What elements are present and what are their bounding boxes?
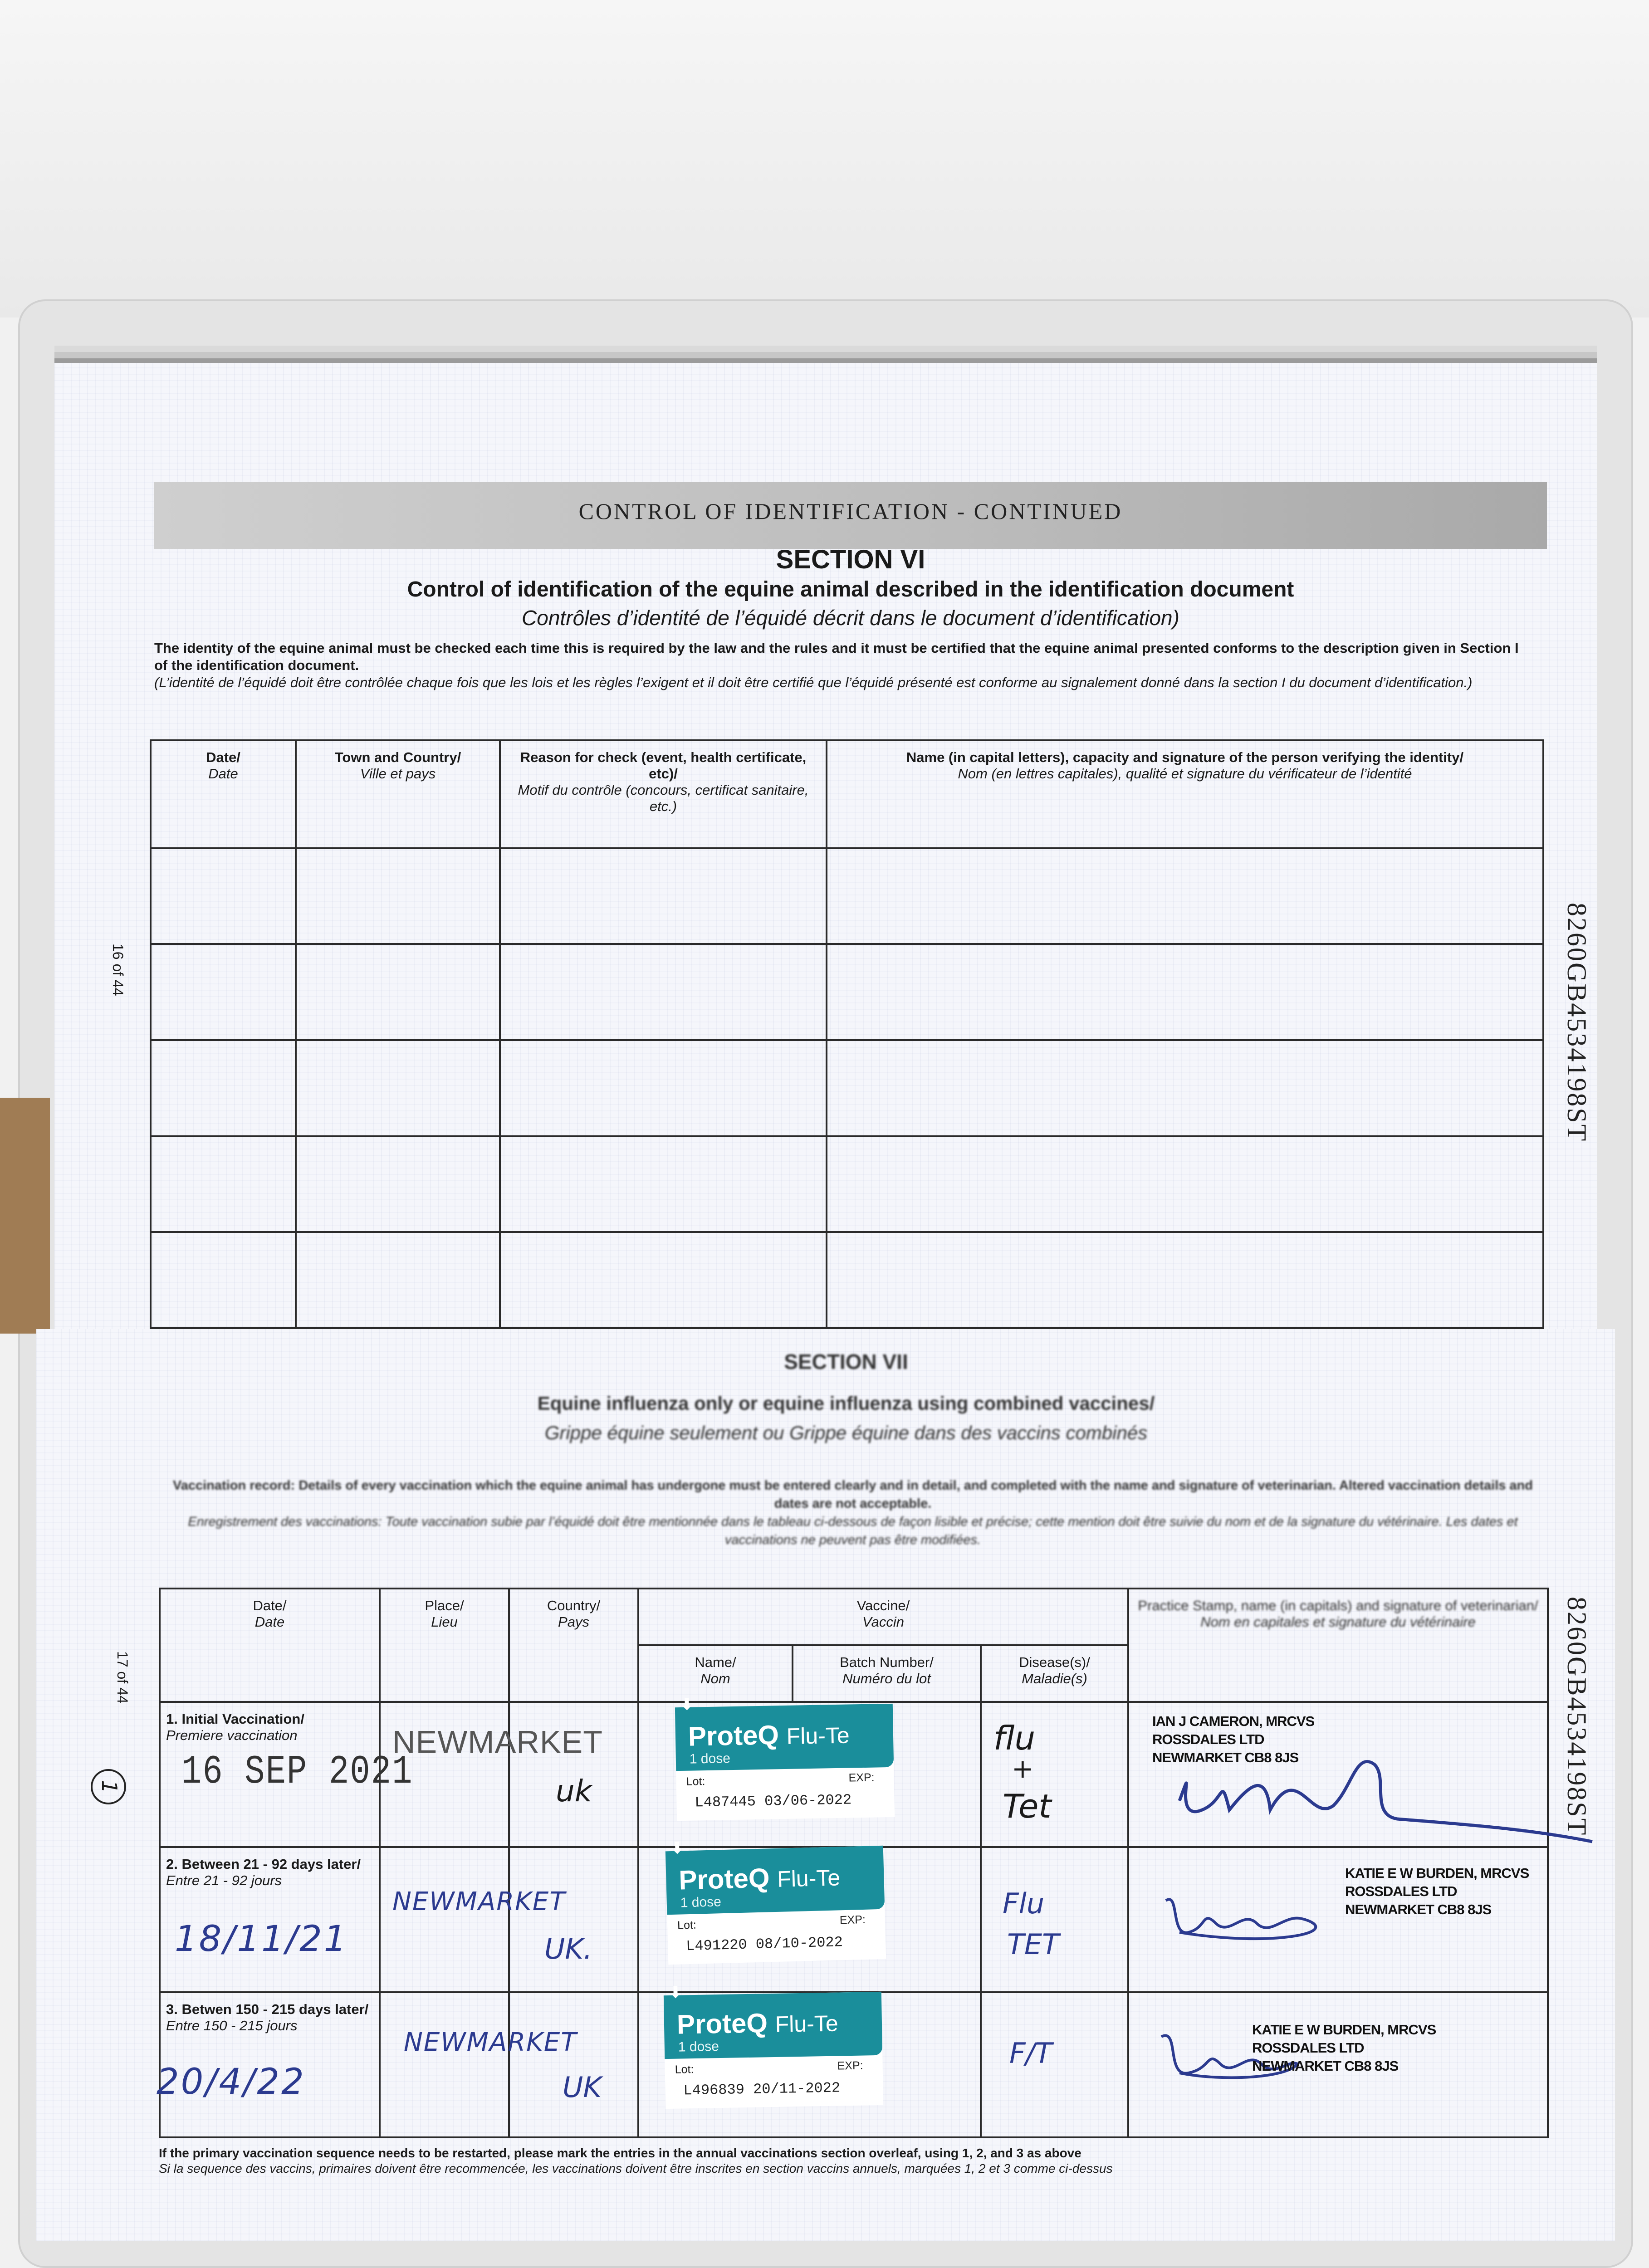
section-vi-title: SECTION VI [776,545,925,574]
section-vi-subtitle-fr: Contrôles d’identité de l’équidé décrit dans le document d’identification) [522,606,1179,630]
col-vaccine-name: Name/ Nom [638,1645,793,1702]
document-id: 8260GB4534198ST [1562,1597,1592,1837]
col-verifier: Name (in capital letters), capacity and signature of the person verifying the identity/ Nom (en lettres capitales), qualité et signature du vérificateur de l’identité [827,740,1543,848]
col-practice-stamp: Practice Stamp, name (in capitals) and signature of veterinarian/ Nom en capitales et signature du vétérinaire [1128,1589,1548,1702]
vet-signature-1 [1161,1733,1597,1869]
disease-2: Flu [1003,1887,1045,1920]
vaccine-label-1: ⬇ ProteQ Flu-Te 1 dose Lot: EXP: L487445 03/06-2022 [675,1704,895,1821]
footnote-fr: Si la sequence des vaccins, primaires doivent être recommencée, les vaccinations doivent être inscrites en section vaccins annuels, marquées 1, 2 et 3 comme ci-dessus [159,2161,1113,2175]
vaccination-date-1: 16 SEP 2021 [181,1749,413,1795]
vet-stamp-1: IAN J CAMERON, MRCVS ROSSDALES LTD NEWMARKET CB8 8JS [1152,1713,1315,1765]
footnote-en: If the primary vaccination sequence needs to be restarted, please mark the entries in the annual vaccinations section overleaf, using 1, 2, and 3 as above [159,2146,1081,2160]
page-mark: 1 [91,1769,126,1804]
table-header-row [160,1589,1548,1645]
vaccine-dose-2: 1 dose [680,1894,722,1911]
col-vaccine: Vaccine/ Vaccin [638,1589,1128,1645]
vaccine-product-3: Flu-Te [775,2010,839,2037]
col-date: Date/ Date [160,1589,380,1702]
vaccine-brand-3: ProteQ [676,2008,768,2040]
vaccination-place-2: NEWMARKET [392,1887,566,1916]
vaccine-dose-1: 1 dose [689,1751,731,1767]
vaccine-label-3: ⬇ ProteQ Flu-Te 1 dose Lot: EXP: L496839 20/11-2022 [664,1992,883,2109]
vaccination-place-3: NEWMARKET [404,2028,577,2057]
disease-2-tet: TET [1007,1928,1059,1961]
vaccination-row-3: 3. Betwen 150 - 215 days later/ Entre 150 - 215 jours [160,1992,1548,2137]
vaccination-country-2: UK. [544,1932,592,1965]
section-vii-subtitle-fr: Grippe équine seulement ou Grippe équine dans des vaccins combinés [544,1422,1148,1443]
col-disease: Disease(s)/ Maladie(s) [981,1645,1128,1702]
vaccination-country-3: UK [563,2071,602,2104]
section-vi-intro-fr: (L’identité de l’équidé doit être contrôlée chaque fois que les lois et les règles l’exigent et il doit être certifié que l’équidé présenté est conforme au signalement donné dans la section I du document d’identification.) [154,675,1473,690]
disease-1-plus: + [1012,1753,1034,1784]
section-vii-intro [163,1476,1542,1549]
section-banner-text: CONTROL OF IDENTIFICATION - CONTINUED [578,499,1123,524]
vaccination-country-1: uk [556,1774,592,1809]
vet-stamp-3: KATIE E W BURDEN, MRCVS ROSSDALES LTD NEWMARKET CB8 8JS [1252,2022,1436,2074]
vet-stamp-2: KATIE E W BURDEN, MRCVS ROSSDALES LTD NEWMARKET CB8 8JS [1345,1865,1529,1917]
col-place: Place/ Lieu [380,1589,509,1702]
vaccination-date-2: 18/11/21 [175,1919,348,1960]
vaccination-row-2: 2. Between 21 - 92 days later/ Entre 21 - 92 jours [160,1847,1548,1992]
arrow-down-icon: ⬇ [680,1696,694,1713]
section-vii-title: SECTION VII [784,1350,908,1374]
table-row [151,848,1543,944]
scanner-background [0,0,1649,318]
vaccination-footnote [159,2146,1565,2176]
identification-check-table [150,739,1544,1329]
col-town-country: Town and Country/ Ville et pays [296,740,500,848]
batch-number-2: L491220 08/10-2022 [685,1934,843,1955]
arrow-down-icon: ⬇ [669,1984,682,2001]
disease-1-tet: Tet [1003,1787,1052,1825]
table-row [151,944,1543,1040]
col-date: Date/ Date [151,740,296,848]
passport-spine [0,1098,50,1334]
vaccine-brand-2: ProteQ [678,1862,770,1896]
section-vii-intro-en: Vaccination record: Details of every vaccination which the equine animal has undergone must be entered clearly and in detail, and completed with the name and signature of veterinarian. Altered vaccination details and dates are not acceptable. [173,1478,1533,1511]
document-id: 8260GB4534198ST [1562,903,1592,1143]
vaccination-row-1: 1. Initial Vaccination/ Premiere vaccination [160,1702,1548,1847]
batch-number-3: L496839 20/11-2022 [683,2079,841,2099]
table-row [151,1136,1543,1232]
vaccination-place-1: NEWMARKET [392,1724,603,1760]
table-header-row [151,740,1543,848]
section-vi-intro-en: The identity of the equine animal must be checked each time this is required by the law and the rules and it must be certified that the equine animal presented conforms to the description given in Section I of the identification document. [154,640,1519,673]
col-country: Country/ Pays [509,1589,638,1702]
vaccine-brand-1: ProteQ [688,1720,779,1752]
vaccine-product-2: Flu-Te [777,1865,841,1892]
disease-3: F/T [1009,2037,1052,2070]
batch-number-1: L487445 03/06-2022 [695,1791,852,1811]
disease-1: flu [993,1719,1036,1757]
section-vii-intro-fr: Enregistrement des vaccinations: Toute vaccination subie par l’équidé doit être mentionnée dans le tableau ci-dessous de façon lisible et précise; cette mention doit être suivie du nom et de la signature du vétérinaire. Les dates et vaccinations ne peuvent pas être modifiées. [188,1515,1518,1547]
page-number: 16 of 44 [110,943,126,996]
vet-signature-2 [1152,1882,1361,1950]
vaccine-label-2: ⬇ ProteQ Flu-Te 1 dose Lot: EXP: L491220 08/10-2022 [665,1846,886,1965]
section-vii-subtitle-en: Equine influenza only or equine influenza using combined vaccines/ [537,1393,1155,1414]
table-row [151,1040,1543,1136]
section-vi-subtitle-en: Control of identification of the equine animal described in the identification document [407,577,1294,601]
section-vi-intro [154,640,1524,691]
col-reason: Reason for check (event, health certificate, etc)/ Motif du contrôle (concours, certificat sanitaire, etc.) [500,740,827,848]
page-number: 17 of 44 [114,1651,131,1704]
vaccination-date-3: 20/4/22 [157,2062,306,2102]
vaccine-dose-3: 1 dose [678,2039,719,2055]
table-row [151,1232,1543,1328]
col-batch-number: Batch Number/ Numéro du lot [793,1645,981,1702]
vaccine-product-1: Flu-Te [786,1722,850,1749]
arrow-down-icon: ⬇ [670,1839,684,1857]
